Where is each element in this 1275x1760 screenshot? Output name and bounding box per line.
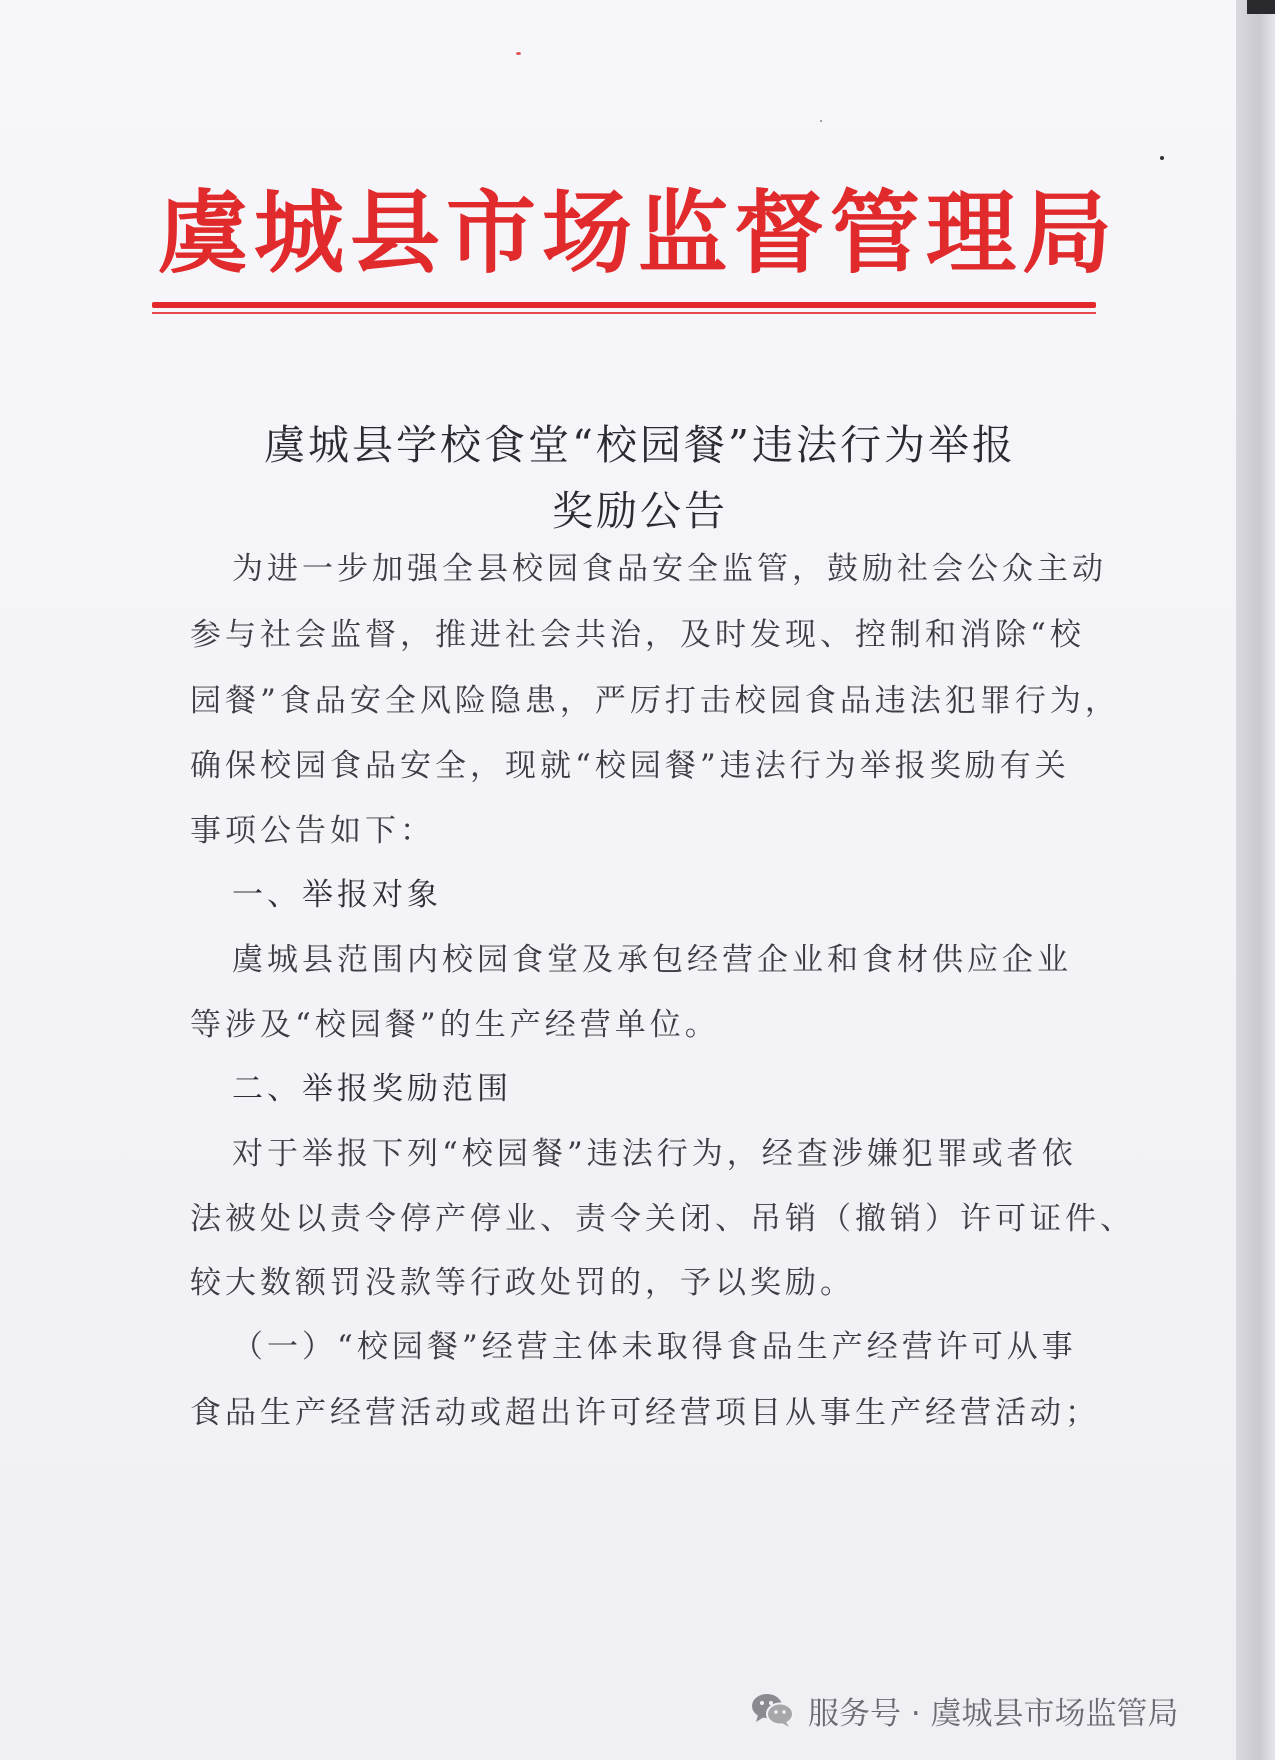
paragraph-line: 事项公告如下：: [190, 813, 435, 849]
title-line: 奖励公告: [552, 487, 728, 535]
paragraph-line: （一）“校园餐”经营主体未取得食品生产经营许可从事: [232, 1329, 1077, 1365]
footer-watermark: [750, 1688, 1179, 1732]
paragraph-line: 较大数额罚没款等行政处罚的，予以奖励。: [190, 1265, 855, 1301]
section-heading: 一、举报对象: [232, 877, 442, 913]
ink-speck: [1160, 156, 1164, 160]
document-title: [190, 412, 1090, 544]
section-heading: 二、举报奖励范围: [232, 1071, 512, 1107]
paragraph-line: 为进一步加强全县校园食品安全监管，鼓励社会公众主动: [232, 551, 1107, 587]
paragraph-line: 法被处以责令停产停业、责令关闭、吊销（撤销）许可证件、: [190, 1201, 1135, 1237]
letterhead-rule-thin: [152, 312, 1096, 314]
ink-speck: [516, 52, 521, 55]
ink-speck: [820, 120, 822, 122]
page-edge: [1236, 0, 1275, 1760]
footer-label: 服务号 · 虞城县市场监管局: [808, 1695, 1179, 1732]
paragraph-line: 对于举报下列“校园餐”违法行为，经查涉嫌犯罪或者依: [232, 1136, 1077, 1172]
paragraph-line: 食品生产经营活动或超出许可经营项目从事生产经营活动；: [190, 1395, 1100, 1431]
paragraph-line: 园餐”食品安全风险隐患，严厉打击校园食品违法犯罪行为，: [190, 683, 1120, 719]
paragraph-line: 虞城县范围内校园食堂及承包经营企业和食材供应企业: [232, 942, 1072, 978]
paragraph-line: 参与社会监督，推进社会共治，及时发现、控制和消除“校: [190, 617, 1085, 653]
letterhead-title: 虞城县市场监督管理局: [158, 180, 1118, 286]
paragraph-line: 等涉及“校园餐”的生产经营单位。: [190, 1007, 720, 1043]
paragraph-line: 确保校园食品安全，现就“校园餐”违法行为举报奖励有关: [190, 748, 1070, 784]
title-line: 虞城县学校食堂“校园餐”违法行为举报: [264, 421, 1016, 469]
wechat-icon: [750, 1690, 796, 1730]
letterhead-rule: [152, 302, 1096, 308]
scan-corner: [1247, 0, 1275, 14]
